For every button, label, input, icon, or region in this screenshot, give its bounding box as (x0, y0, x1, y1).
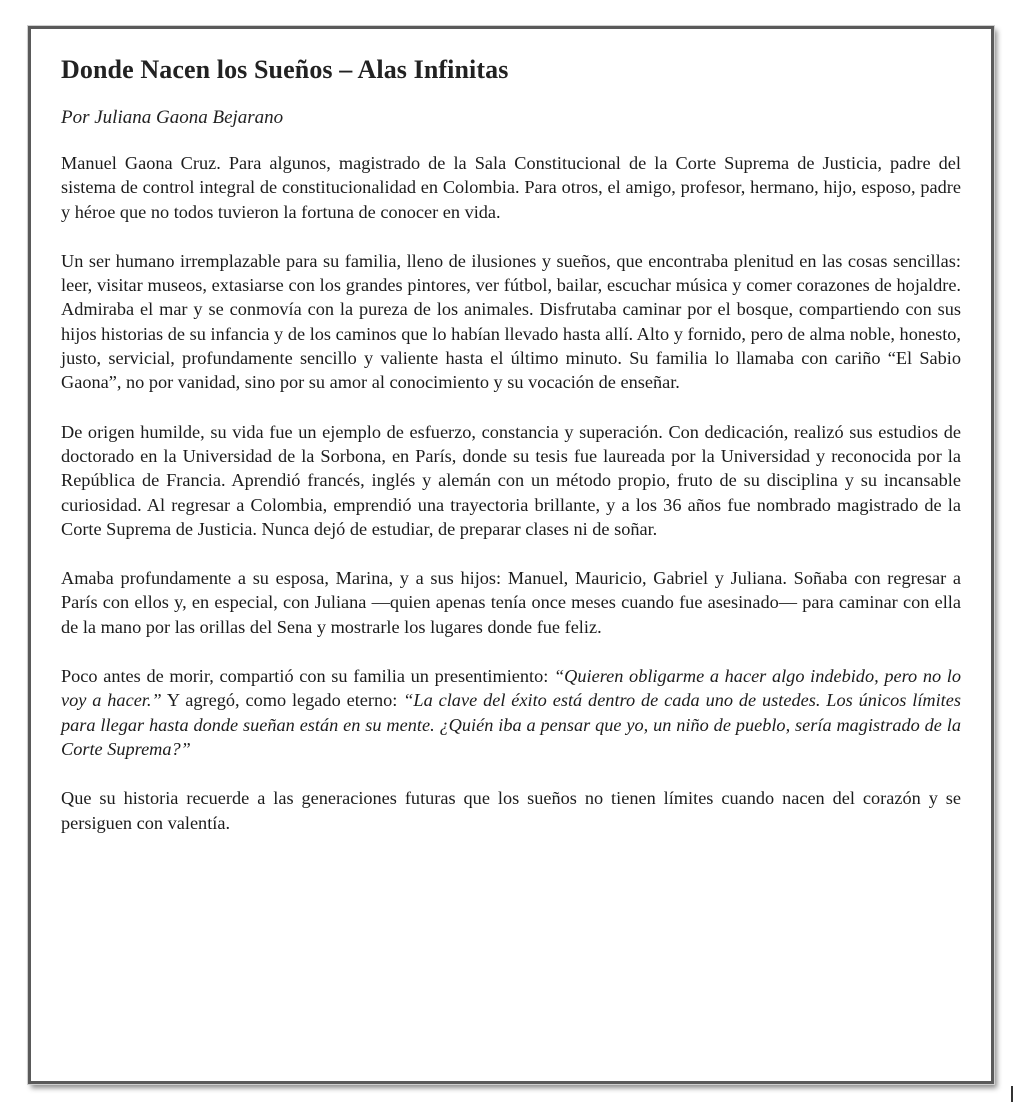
legacy-mid-text: Y agregó, como legado eterno: (161, 690, 404, 711)
document-title: Donde Nacen los Sueños – Alas Infinitas (61, 55, 509, 84)
document-body (61, 55, 961, 835)
document-frame (28, 26, 994, 1084)
paragraph-legacy-quote (61, 664, 961, 761)
text-cursor-mark (1011, 1086, 1013, 1102)
paragraph-closing: Que su historia recuerde a las generaciones futuras que los sueños no tienen límites cuando nacen del corazón y se persiguen con valentía. (61, 788, 961, 833)
legacy-intro-text: Poco antes de morir, compartió con su familia un presentimiento: (61, 666, 554, 687)
paragraph-career: De origen humilde, su vida fue un ejemplo de esfuerzo, constancia y superación. Con dedicación, realizó sus estudios de doctorado en la Universidad de la Sorbona, en París, donde su tesis fue laureada por la Universidad y reconocida por la República de Francia. Aprendió francés, inglés y alemán con un método propio, fruto de su disciplina y su incansable curiosidad. Al regresar a Colombia, emprendió una trayectoria brillante, y a los 36 años fue nombrado magistrado de la Corte Suprema de Justicia. Nunca dejó de estudiar, de preparar clases ni de soñar. (61, 421, 961, 539)
quote-premonition: “Quieren obligarme a hacer algo indebido, pero no lo voy a hacer.” (61, 666, 961, 711)
paragraph-intro: Manuel Gaona Cruz. Para algunos, magistrado de la Sala Constitucional de la Corte Suprema de Justicia, padre del sistema de control integral de constitucionalidad en Colombia. Para otros, el amigo, profesor, hermano, hijo, esposo, padre y héroe que no todos tuvieron la fortuna de conocer en vida. (61, 153, 961, 222)
quote-legacy: “La clave del éxito está dentro de cada uno de ustedes. Los únicos límites para llegar hasta donde sueñan están en su mente. ¿Quién iba a pensar que yo, un niño de pueblo, sería magistrado de la Corte Suprema?” (61, 690, 961, 759)
author-byline: Por Juliana Gaona Bejarano (61, 107, 284, 128)
paragraph-personality: Un ser humano irremplazable para su familia, lleno de ilusiones y sueños, que encontraba plenitud en las cosas sencillas: leer, visitar museos, extasiarse con los grandes pintores, ver fútbol, bailar, escuchar música y comer corazones de hojaldre. Admiraba el mar y se conmovía con la pureza de los animales. Disfrutaba caminar por el bosque, compartiendo con sus hijos historias de su infancia y de los caminos que lo habían llevado hasta allí. Alto y fornido, pero de alma noble, honesto, justo, servicial, profundamente sencillo y valiente hasta el último minuto. Su familia lo llamaba con cariño “El Sabio Gaona”, no por vanidad, sino por su amor al conocimiento y su vocación de enseñar. (61, 250, 961, 393)
paragraph-family: Amaba profundamente a su esposa, Marina, y a sus hijos: Manuel, Mauricio, Gabriel y Juliana. Soñaba con regresar a París con ellos y, en especial, con Juliana —quien apenas tenía once meses cuando fue asesinado— para caminar con ella de la mano por las orillas del Sena y mostrarle los lugares donde fue feliz. (61, 568, 961, 637)
